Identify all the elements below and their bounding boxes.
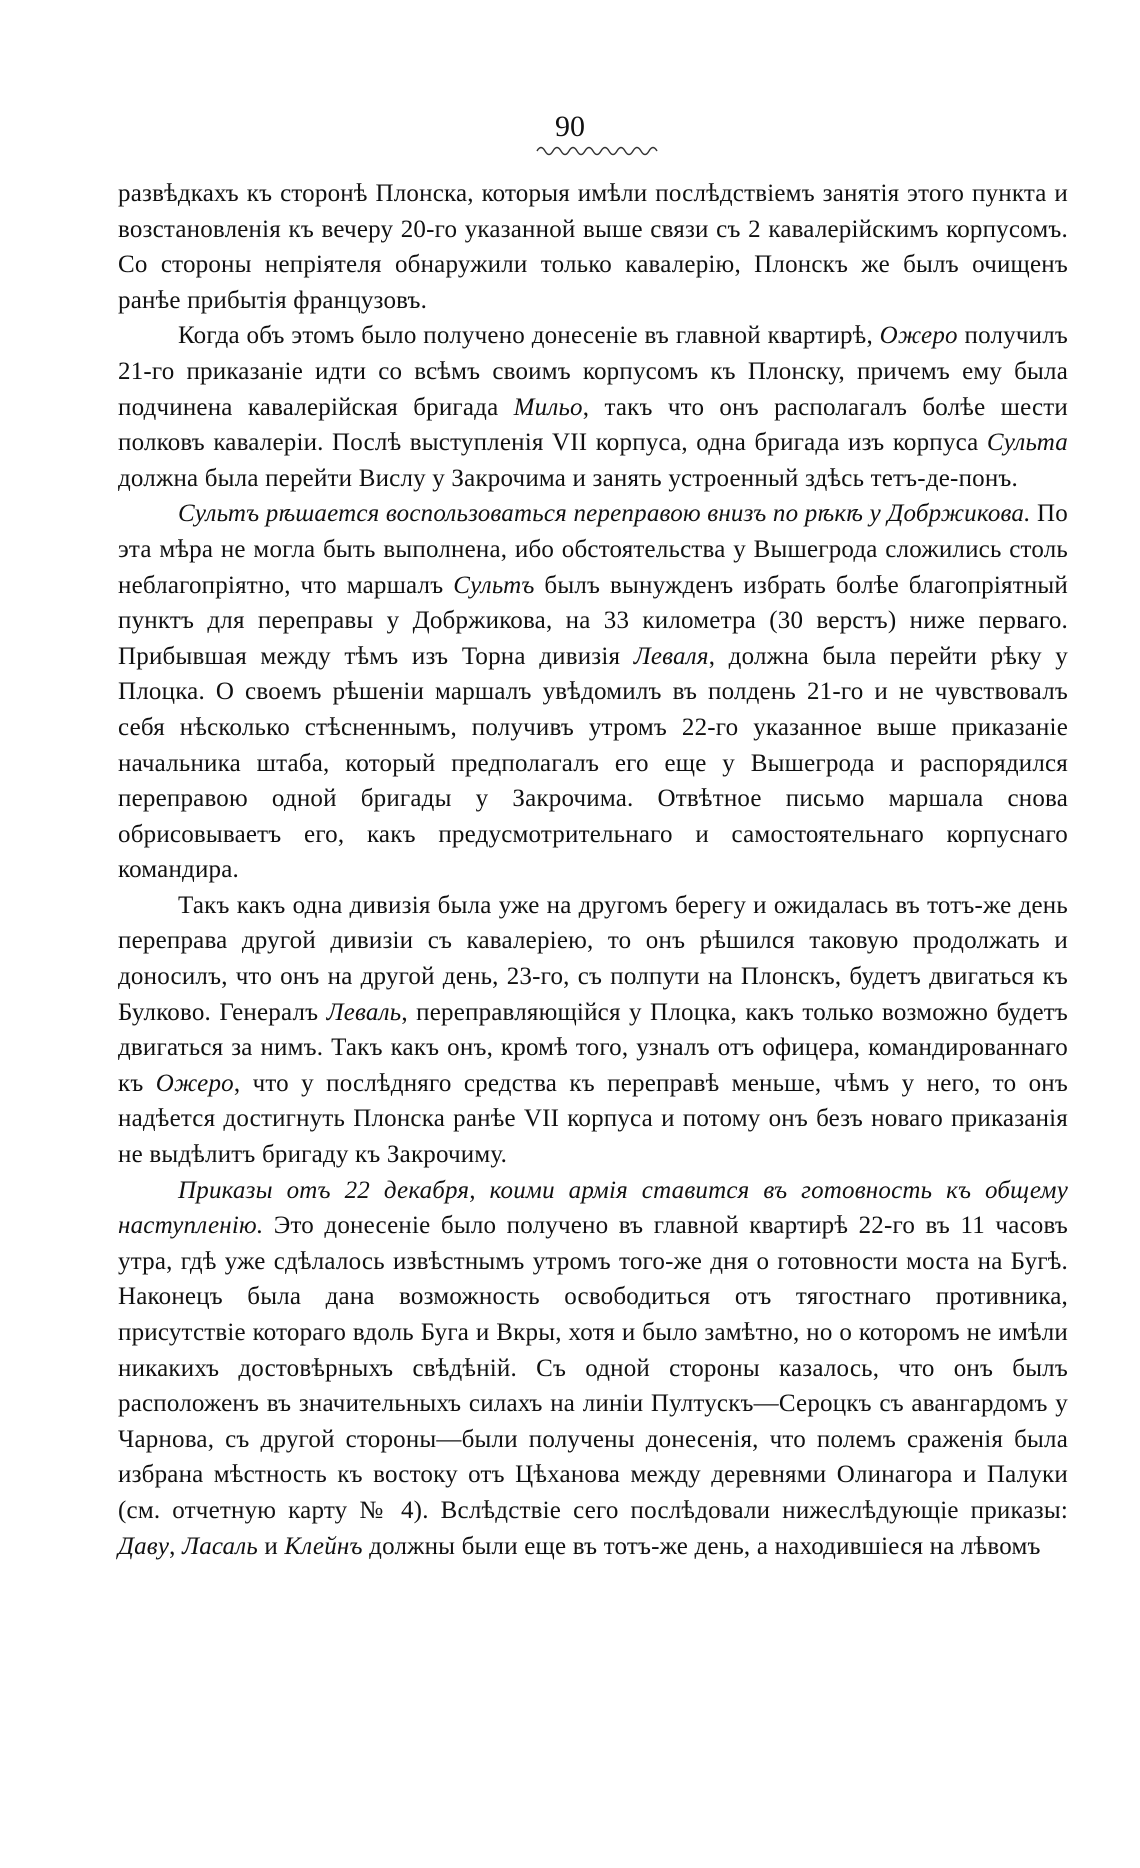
italic-text-segment: Приказы отъ 22 декабря, коими армія ставится въ готовность къ общему наступленію. (118, 1176, 1068, 1240)
text-segment: развѣдкахъ къ сторонѣ Плонска, которыя имѣли послѣдствіемъ занятія этого пункта и возстановленія къ вечеру 20-го указанной выше связи съ 2 кавалерійскимъ корпусомъ. Со стороны непріятеля обнаружили только кавалерію, Плонскъ же былъ очищенъ ранѣе прибытія французовъ. (118, 180, 1068, 314)
italic-text-segment: Сультъ (453, 571, 535, 599)
italic-text-segment: Клейнъ (284, 1532, 363, 1560)
italic-text-segment: Ожеро (879, 322, 958, 350)
text-segment: должна была перейти Вислу у Закрочима и занять устроенный здѣсь тетъ-де-понъ. (118, 464, 1019, 492)
text-segment: должны были еще въ тотъ-же день, а находившіеся на лѣвомъ (362, 1532, 1041, 1560)
italic-text-segment: Ласаль (182, 1532, 258, 1560)
paragraph (118, 176, 1068, 318)
italic-text-segment: Сульта (986, 429, 1068, 457)
wavy-ornament-divider (535, 142, 661, 156)
text-segment: Такъ какъ одна дивизія была уже на другомъ берегу и ожидалась въ тотъ-же день переправа другой дивизіи съ кавалеріею, то онъ рѣшился таковую продолжать и доносилъ, что онъ на другой день, 23-го, съ полпути на Плонскъ, будетъ двигаться къ Булково. Генералъ (118, 891, 1068, 1026)
page-number: 90 (555, 110, 585, 143)
text-segment: Это донесеніе было получено въ главной квартирѣ 22-го въ 11 часовъ утра, гдѣ уже сдѣлалось извѣстнымъ утромъ того-же дня о готовности моста на Бугѣ. Наконецъ была дана возможность освободиться отъ тягостнаго противника, присутствіе котораго вдоль Буга и Вкры, хотя и было замѣтно, но о которомъ не имѣли никакихъ достовѣрныхъ свѣдѣній. Съ одной стороны казалось, что онъ былъ расположенъ въ значительныхъ силахъ на линіи Пултускъ—Сероцкъ съ авангардомъ у Чарнова, съ другой стороны—были получены донесенія, что полемъ сраженія была избрана мѣстность къ востоку отъ Цѣханова между деревнями Олинагора и Палуки (см. отчетную карту № 4). Вслѣдствіе сего послѣдовали нижеслѣдующіе приказы: (118, 1212, 1068, 1524)
text-segment: , должна была перейти рѣку у Плоцка. О своемъ рѣшеніи маршалъ увѣдомилъ въ полдень 21-го и не чувствовалъ себя нѣсколько стѣсненнымъ, получивъ утромъ 22-го указанное выше приказаніе начальника штаба, который предполагалъ его еще у Вышегрода и распорядился переправою одной бригады у Закрочима. Отвѣтное письмо маршала снова обрисовываетъ его, какъ предусмотрительнаго и самостоятельнаго корпуснаго командира. (118, 642, 1068, 884)
text-segment: и (257, 1532, 285, 1560)
paragraph (118, 318, 1068, 496)
text-segment: По эта мѣра не могла быть выполнена, ибо обстоятельства у Вышегрода сложились столь неблагопріятно, что маршалъ (118, 500, 1069, 599)
body-text (118, 176, 1068, 1564)
paragraph (118, 496, 1068, 888)
text-segment: Когда объ этомъ было получено донесеніе въ главной квартирѣ, (178, 322, 880, 350)
italic-text-segment: Сультъ рѣшается воспользоваться переправою внизъ по рѣкѣ у Добржикова. (178, 500, 1031, 528)
paragraph (118, 1173, 1068, 1565)
italic-text-segment: Ожеро (155, 1069, 234, 1097)
text-segment: , (169, 1532, 183, 1560)
text-segment: , что у послѣдняго средства къ переправѣ меньше, чѣмъ у него, то онъ надѣется достигнуть Плонска ранѣе VII корпуса и потому онъ безъ новаго приказанія не выдѣлитъ бригаду къ Закрочиму. (118, 1069, 1068, 1169)
paragraph (118, 888, 1068, 1173)
text-segment: , переправляющійся у Плоцка, какъ только возможно будетъ двигаться за нимъ. Такъ какъ онъ, кромѣ того, узналъ отъ офицера, командированнаго къ (118, 998, 1069, 1097)
text-segment: былъ вынужденъ избрать болѣе благопріятный пунктъ для переправы у Добржикова, на 33 километра (30 верстъ) ниже перваго. Прибывшая между тѣмъ изъ Торна дивизія (118, 571, 1068, 670)
italic-text-segment: Мильо (513, 393, 583, 421)
text-segment: , такъ что онъ располагалъ болѣе шести полковъ кавалеріи. Послѣ выступленія VII корпуса, одна бригада изъ корпуса (118, 393, 1068, 457)
italic-text-segment: Леваля (633, 642, 709, 670)
text-segment: получилъ 21-го приказаніе идти со всѣмъ своимъ корпусомъ къ Плонску, причемъ ему была подчинена кавалерійская бригада (118, 322, 1068, 421)
italic-text-segment: Леваль (326, 998, 402, 1026)
italic-text-segment: Даву (118, 1532, 170, 1560)
